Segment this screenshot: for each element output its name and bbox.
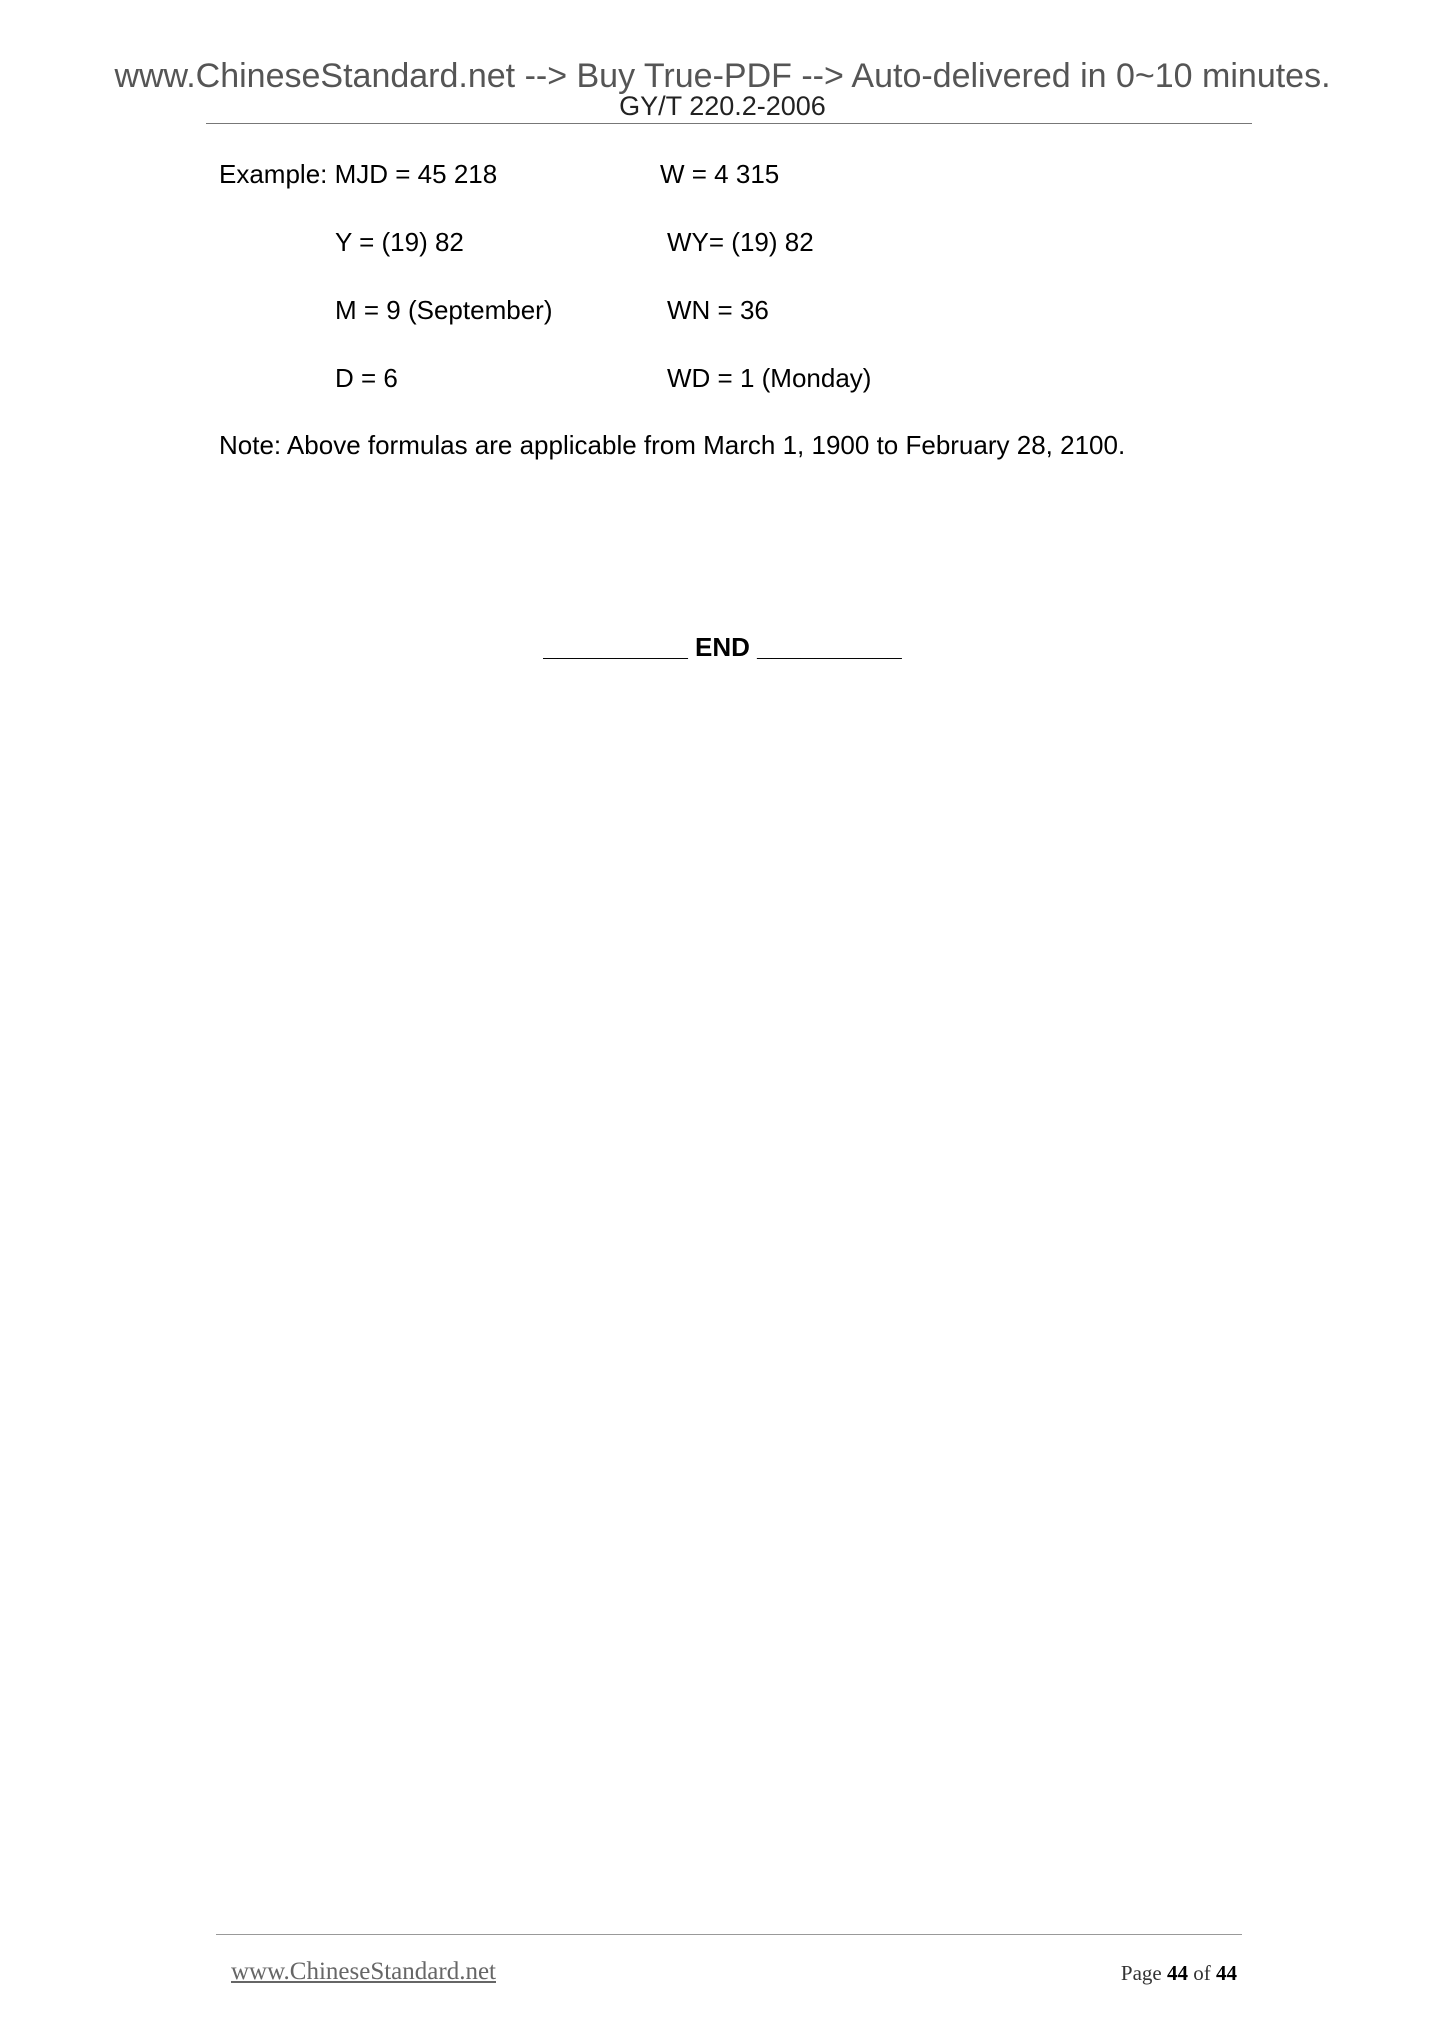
example-wy: WY= (19) 82 [667, 227, 814, 257]
footer-website-link[interactable]: www.ChineseStandard.net [231, 1958, 496, 1985]
page-total: 44 [1216, 1961, 1237, 1985]
end-marker: __________ END __________ [543, 632, 902, 662]
header-banner: www.ChineseStandard.net --> Buy True-PDF --> Auto-delivered in 0~10 minutes. [114, 57, 1331, 95]
example-mjd: Example: MJD = 45 218 [219, 159, 498, 189]
example-d: D = 6 [335, 363, 398, 393]
standard-code: GY/T 220.2-2006 [619, 91, 826, 121]
example-y: Y = (19) 82 [335, 227, 464, 257]
footer-divider [216, 1934, 1242, 1935]
header-divider [206, 123, 1252, 124]
example-wn: WN = 36 [667, 295, 769, 325]
applicability-note: Note: Above formulas are applicable from March 1, 1900 to February 28, 2100. [219, 430, 1126, 460]
example-wd: WD = 1 (Monday) [667, 363, 872, 393]
example-m: M = 9 (September) [335, 295, 553, 325]
page-of: of [1193, 1961, 1211, 1985]
page-current: 44 [1167, 1961, 1188, 1985]
page-label: Page [1120, 1961, 1162, 1985]
page-number [1121, 1959, 1237, 1987]
example-w: W = 4 315 [660, 159, 780, 189]
